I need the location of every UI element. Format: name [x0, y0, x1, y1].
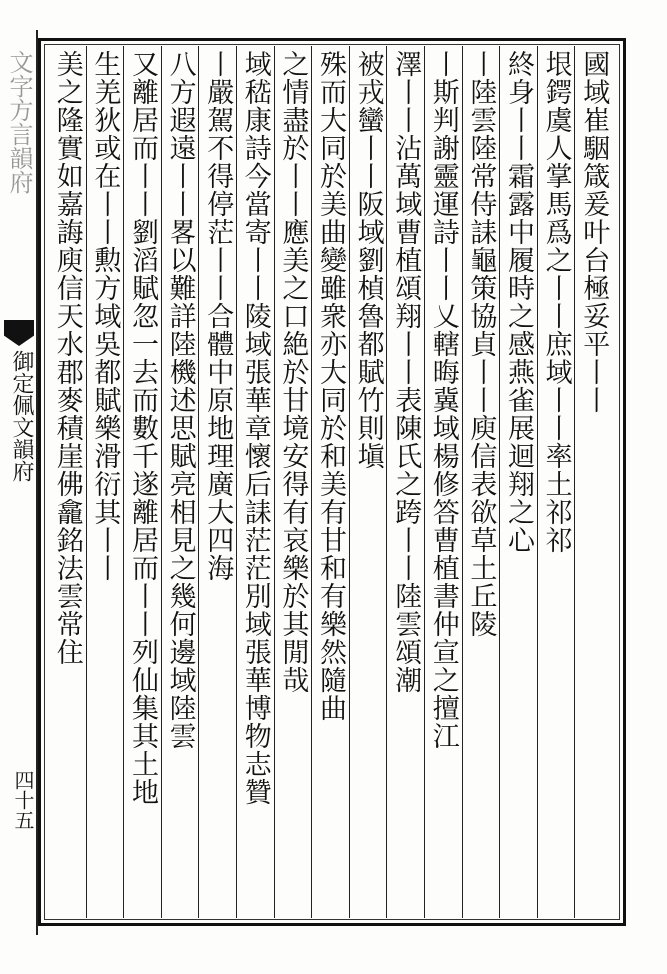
text-column: 又離居而丨丨劉滔賦忽一去而數千遂離居而丨丨列仙集其土地	[127, 50, 158, 806]
text-column: 丨陸雲陸常侍誄龜策協貞丨丨庾信表欲草土丘陵	[465, 50, 497, 638]
column-divider	[161, 46, 162, 918]
column-divider	[311, 46, 312, 918]
column-divider	[537, 46, 538, 918]
column-divider	[274, 46, 275, 918]
column-divider	[86, 46, 87, 918]
text-column: 殊而大同於美曲變雖衆亦大同於和美有甘和有樂然隨曲	[315, 50, 346, 722]
margin-column	[2, 30, 36, 930]
column-divider	[499, 46, 500, 918]
fishtail-mark-icon	[4, 320, 34, 346]
page-number: 四十五	[11, 770, 35, 830]
column-divider	[236, 46, 237, 918]
text-column: 丨嚴駕不得停茫丨丨合體中原地理廣大四海	[202, 50, 234, 582]
text-column: 之情盡於丨丨應美之口絶於甘境安得有哀樂於其閒哉	[277, 50, 309, 694]
text-column: 八方遐遠丨丨畧以難詳陸機述思賦亮相見之幾何邊域陸雲	[164, 50, 196, 750]
text-column: 澤丨丨沾萬域曹植頌翔丨丨表陳氏之跨丨丨陸雲頌潮	[390, 50, 422, 694]
text-column: 國域崔駰箴爰叶台極妥平丨丨	[578, 50, 610, 414]
text-column: 生羌狄或在丨丨勲方域吳都賦樂滑衍其丨丨	[89, 50, 121, 582]
column-divider	[386, 46, 387, 918]
book-title: 御定佩文韻府	[9, 350, 34, 482]
text-column: 垠鍔虞人掌馬爲之丨丨庶域丨丨率土祁祁	[540, 50, 572, 554]
text-column: 被戎蠻丨丨阪域劉楨魯都賦竹則塡	[352, 50, 384, 470]
column-divider	[198, 46, 199, 918]
text-column: 美之隆實如嘉誨庾信天水郡麥積崖佛龕銘法雲常住	[51, 50, 83, 666]
column-divider	[349, 46, 350, 918]
column-divider	[123, 46, 124, 918]
text-column: 終身丨丨霜露中履時之感燕雀展迴翔之心	[503, 50, 534, 554]
column-divider	[462, 46, 463, 918]
column-divider	[574, 46, 575, 918]
text-column: 丨斯判謝靈運詩丨丨乂轄晦冀域楊修答曹植書仲宣之擅江	[427, 50, 459, 750]
text-column: 域嵇康詩今當寄丨丨陵域張華章懷后誄茫茫別域張華博物志贊	[239, 50, 271, 806]
column-divider	[424, 46, 425, 918]
margin-header-text: 文字方言韻府	[5, 50, 33, 194]
